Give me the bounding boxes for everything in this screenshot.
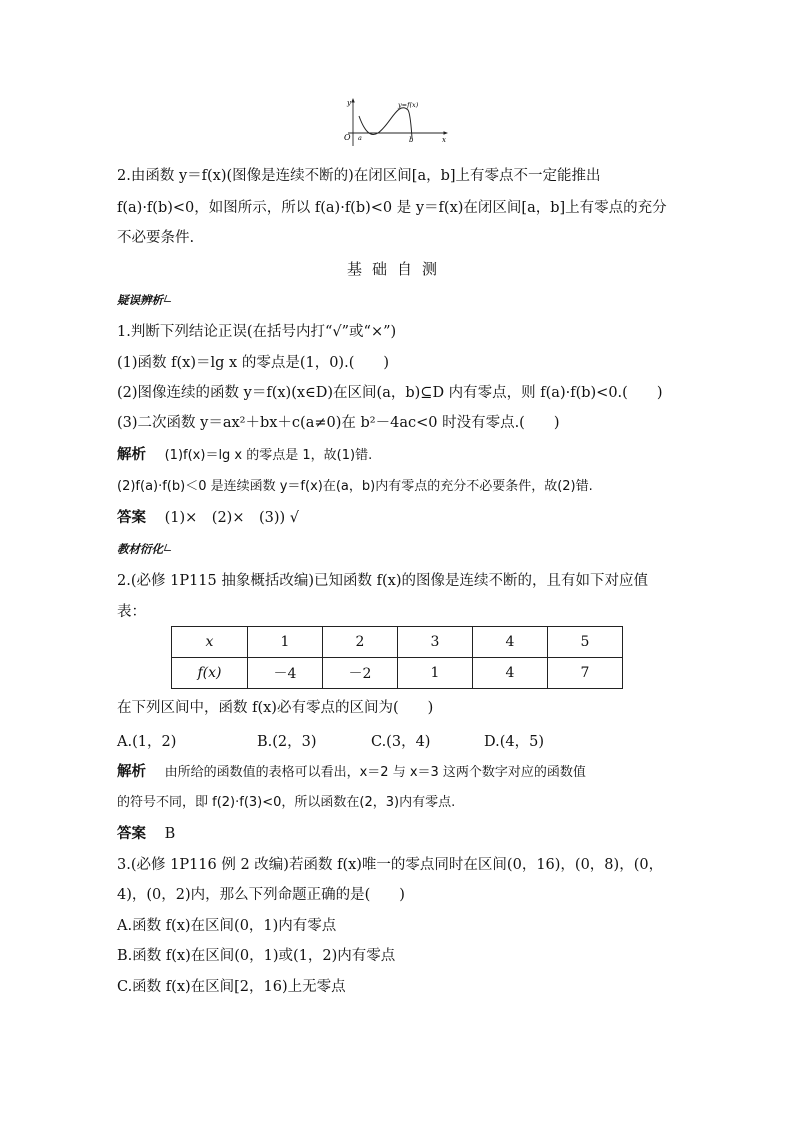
q2-answer-label: 答案 (117, 825, 146, 842)
table-cell: 3 (398, 627, 473, 658)
function-graph-figure (338, 96, 450, 148)
q1-jiexi-text-2: (2)f(a)·f(b)＜0 是连续函数 y＝f(x)在(a，b)内有零点的充分不必要条件，故(2)错. (117, 479, 593, 494)
figure-label-b: b (409, 136, 414, 144)
q1-answer-text: (1)× (2)× (3)) √ (164, 510, 300, 526)
q1-item-1: (1)函数 f(x)＝lg x 的零点是(1，0).( ) (117, 355, 390, 371)
intro-line-2: f(a)·f(b)<0，如图所示，所以 f(a)·f(b)<0 是 y＝f(x)在闭区间[a，b]上有零点的充分 (117, 200, 667, 216)
figure-label-curve: y=f(x) (398, 101, 419, 109)
q1-jiexi-row-1 (117, 445, 372, 466)
q3-stem-1: 3.(必修 1P116 例 2 改编)若函数 f(x)唯一的零点同时在区间(0，16)，(0，8)，(0， (117, 857, 664, 873)
intro-line-3: 不必要条件. (117, 230, 195, 246)
table-row (172, 627, 623, 658)
q2-option-d: D.(4，5) (484, 734, 544, 750)
q1-item-3: (3)二次函数 y＝ax²＋bx＋c(a≠0)在 b²－4ac<0 时没有零点.( ) (117, 415, 560, 431)
q3-option-a: A.函数 f(x)在区间(0，1)内有零点 (117, 918, 337, 934)
q2-jiexi-row-1 (117, 762, 586, 783)
intro-line-1: 2.由函数 y＝f(x)(图像是连续不断的)在闭区间[a，b]上有零点不一定能推出 (117, 168, 601, 184)
q1-stem: 1.判断下列结论正误(在括号内打“√”或“×”) (117, 324, 397, 340)
x-axis-arrow (444, 131, 449, 135)
q2-stem-1: 2.(必修 1P115 抽象概括改编)已知函数 f(x)的图像是连续不断的，且有如下对应值 (117, 573, 648, 589)
table-cell: 7 (548, 658, 623, 689)
q2-jiexi-label: 解析 (117, 763, 146, 780)
table-row (172, 658, 623, 689)
tag-yiwu-bianxi: 疑误辨析 (117, 292, 172, 308)
figure-label-y: y (347, 99, 351, 107)
table-cell: －2 (323, 658, 398, 689)
q2-jiexi-text-1: 由所给的函数值的表格可以看出，x＝2 与 x＝3 这两个数字对应的函数值 (164, 765, 586, 780)
q2-answer-row (117, 824, 175, 844)
figure-label-origin: O (344, 133, 351, 142)
table-cell: －4 (248, 658, 323, 689)
q1-jiexi-text-1: (1)f(x)＝lg x 的零点是 1，故(1)错. (164, 448, 373, 463)
y-axis-arrow (351, 98, 355, 103)
table-cell: 5 (548, 627, 623, 658)
curve (359, 108, 412, 138)
q1-answer-row (117, 508, 299, 528)
section-title: 基础自测 (346, 260, 447, 278)
table-cell: 4 (473, 658, 548, 689)
q2-answer-text: B (164, 826, 176, 842)
q2-stem-2: 表： (117, 604, 146, 620)
table-cell: x (172, 627, 248, 658)
q1-item-2: (2)图像连续的函数 y＝f(x)(x∈D)在区间(a，b)⊆D 内有零点，则 f(a)·f(b)<0.( ) (117, 385, 663, 401)
table-cell: 1 (248, 627, 323, 658)
q1-jiexi-label: 解析 (117, 446, 146, 463)
table-cell: f(x) (172, 658, 248, 689)
table-cell: 4 (473, 627, 548, 658)
q2-question: 在下列区间中，函数 f(x)必有零点的区间为( ) (117, 700, 434, 716)
q3-stem-2: 4)，(0，2)内，那么下列命题正确的是( ) (117, 887, 405, 903)
q2-option-c: C.(3，4) (371, 734, 431, 750)
figure-label-x: x (442, 136, 446, 144)
table-cell: 2 (323, 627, 398, 658)
q2-jiexi-text-2: 的符号不同，即 f(2)·f(3)<0，所以函数在(2，3)内有零点. (117, 795, 456, 810)
figure-label-a: a (358, 134, 362, 142)
q2-option-b: B.(2，3) (257, 734, 317, 750)
q1-answer-label: 答案 (117, 509, 146, 526)
q2-option-a: A.(1，2) (117, 734, 177, 750)
tag-jiaocai-yanhua: 教材衍化 (117, 541, 172, 557)
q3-option-b: B.函数 f(x)在区间(0，1)或(1，2)内有零点 (117, 948, 396, 964)
value-table (171, 626, 623, 689)
q3-option-c: C.函数 f(x)在区间[2，16)上无零点 (117, 979, 346, 995)
table-cell: 1 (398, 658, 473, 689)
